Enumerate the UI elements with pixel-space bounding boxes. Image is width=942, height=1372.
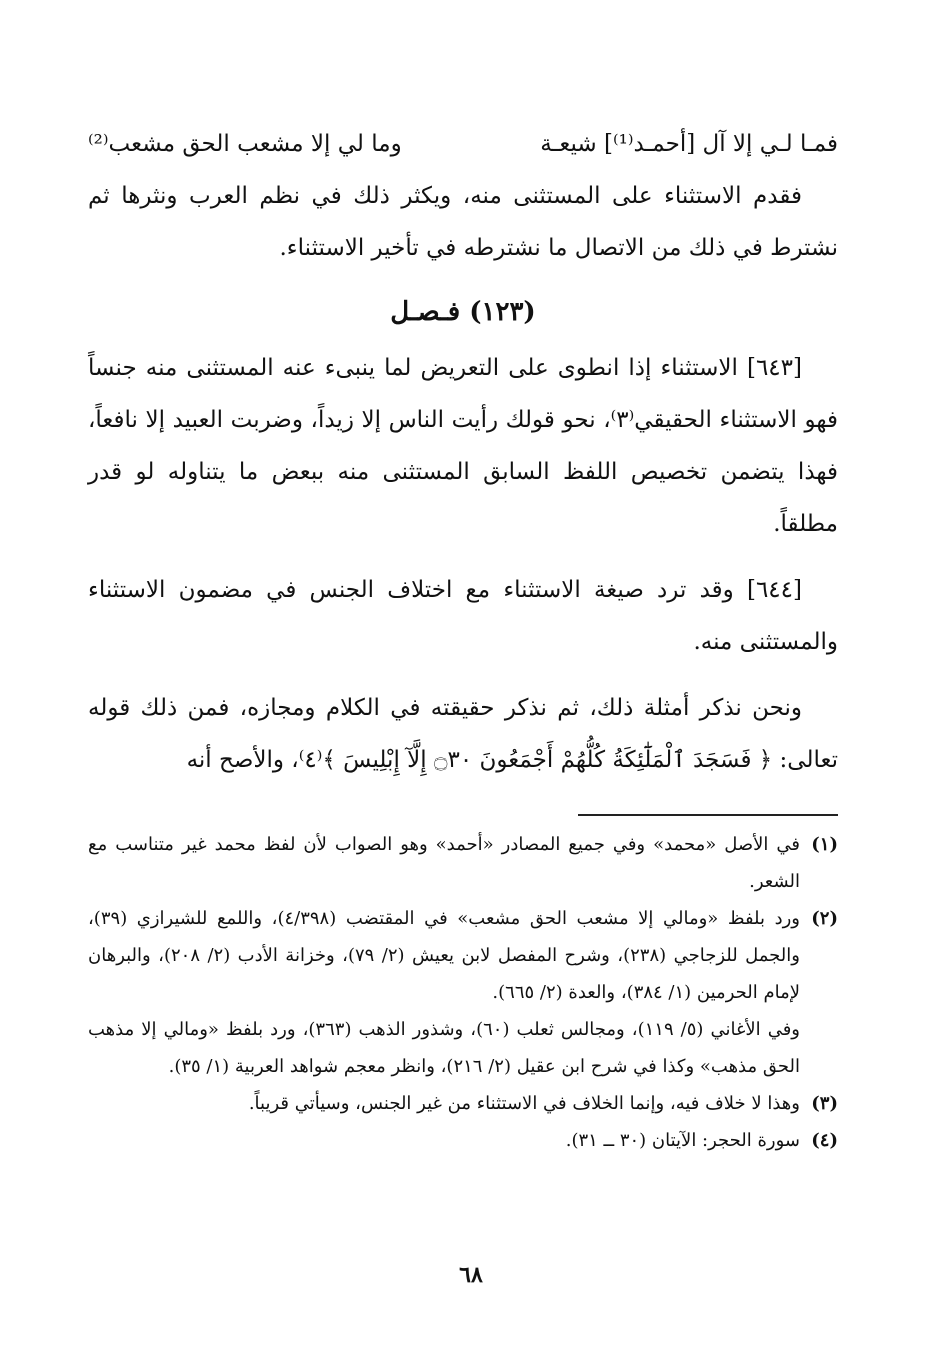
section-title: (١٢٣) فـصـل — [390, 297, 536, 327]
footnote-text — [88, 826, 800, 900]
footnote-number: (٤) — [811, 1130, 838, 1151]
footnote-divider — [578, 814, 838, 816]
footnote-number: (١) — [811, 834, 838, 855]
footnote-line: وهذا لا خلاف فيه، وإنما الخلاف في الاستثناء من غير الجنس، وسيأتي قريباً. — [248, 1093, 800, 1114]
footnote-3 — [88, 1085, 838, 1122]
footnote-line: ورد بلفظ «ومالي إلا مشعب الحق مشعب» في المقتضب (٤/٣٩٨)، واللمع للشيرازي (٣٩)، والجمل للزجاجي (٢٣٨)، وشرح المفصل لابن يعيش (٢/ ٧٩)، وخزانة الأدب (٢/ ٢٠٨)، والبرهان لإمام الحرمين (١/ ٣٨٤)، والعدة (٢/ ٦٦٥). — [88, 908, 800, 1003]
footnote-line: وفي الأغاني (٥/ ١١٩)، ومجالس ثعلب (٦٠)، وشذور الذهب (٣٦٣)، ورد بلفظ «ومالي إلا مذهب الحق مذهب» وكذا في شرح ابن عقيل (٢/ ٢١٦)، وانظر معجم شواهد العربية (١/ ٣٥). — [88, 1019, 800, 1077]
footnote-1 — [88, 826, 838, 900]
intro-paragraph: فقدم الاستثناء على المستثنى منه، ويكثر ذلك في نظم العرب ونثرها ثم نشترط في ذلك من الاتصال ما نشترطه في تأخير الاستثناء. — [88, 183, 838, 261]
footnote-text — [88, 900, 800, 1085]
footnote-line: سورة الحجر: الآيتان (٣٠ ــ ٣١). — [565, 1130, 800, 1151]
footnote-4 — [88, 1122, 838, 1159]
verse-second-hemistich: وما لي إلا مشعب الحق مشعب⁽²⁾ — [88, 131, 402, 157]
page-body — [88, 118, 838, 1159]
footnote-text — [88, 1085, 800, 1122]
footnote-2 — [88, 900, 838, 1085]
page-number: ٦٨ — [459, 1262, 483, 1288]
poetry-verse — [88, 118, 838, 170]
footnote-number: (٢) — [811, 908, 838, 929]
paragraph-643: [٦٤٣] الاستثناء إذا انطوى على التعريض لما ينبىء عنه المستثنى منه جنساً فهو الاستثناء الحقيقي⁽٣⁾، نحو قولك رأيت الناس إلا زيداً، وضربت العبيد إلا نافعاً، فهذا يتضمن تخصيص اللفظ السابق المستثنى منه ببعض ما يتناوله لو قدر مطلقاً. — [88, 355, 838, 537]
verse-first-hemistich: فمـا لـي إلا آل [أحمـد⁽¹⁾] شيعـة — [540, 131, 838, 157]
footnote-line: في الأصل «محمد» وفي جميع المصادر «أحمد» وهو الصواب لأن لفظ محمد غير متناسب مع الشعر. — [88, 834, 800, 892]
footnote-text — [88, 1122, 800, 1159]
footnote-number: (٣) — [811, 1093, 838, 1114]
footnotes — [88, 826, 838, 1159]
paragraph-examples: ونحن نذكر أمثلة ذلك، ثم نذكر حقيقته في الكلام ومجازه، فمن ذلك قوله تعالى: ﴿ فَسَجَدَ ٱلْمَلَٰٓئِكَةُ كُلُّهُمْ أَجْمَعُونَ ۝٣٠ إِلَّآ إِبْلِيسَ ﴾⁽٤⁾، والأصح أنه — [88, 695, 838, 773]
paragraph-644: [٦٤٤] وقد ترد صيغة الاستثناء مع اختلاف الجنس في مضمون الاستثناء والمستثنى منه. — [88, 577, 838, 655]
